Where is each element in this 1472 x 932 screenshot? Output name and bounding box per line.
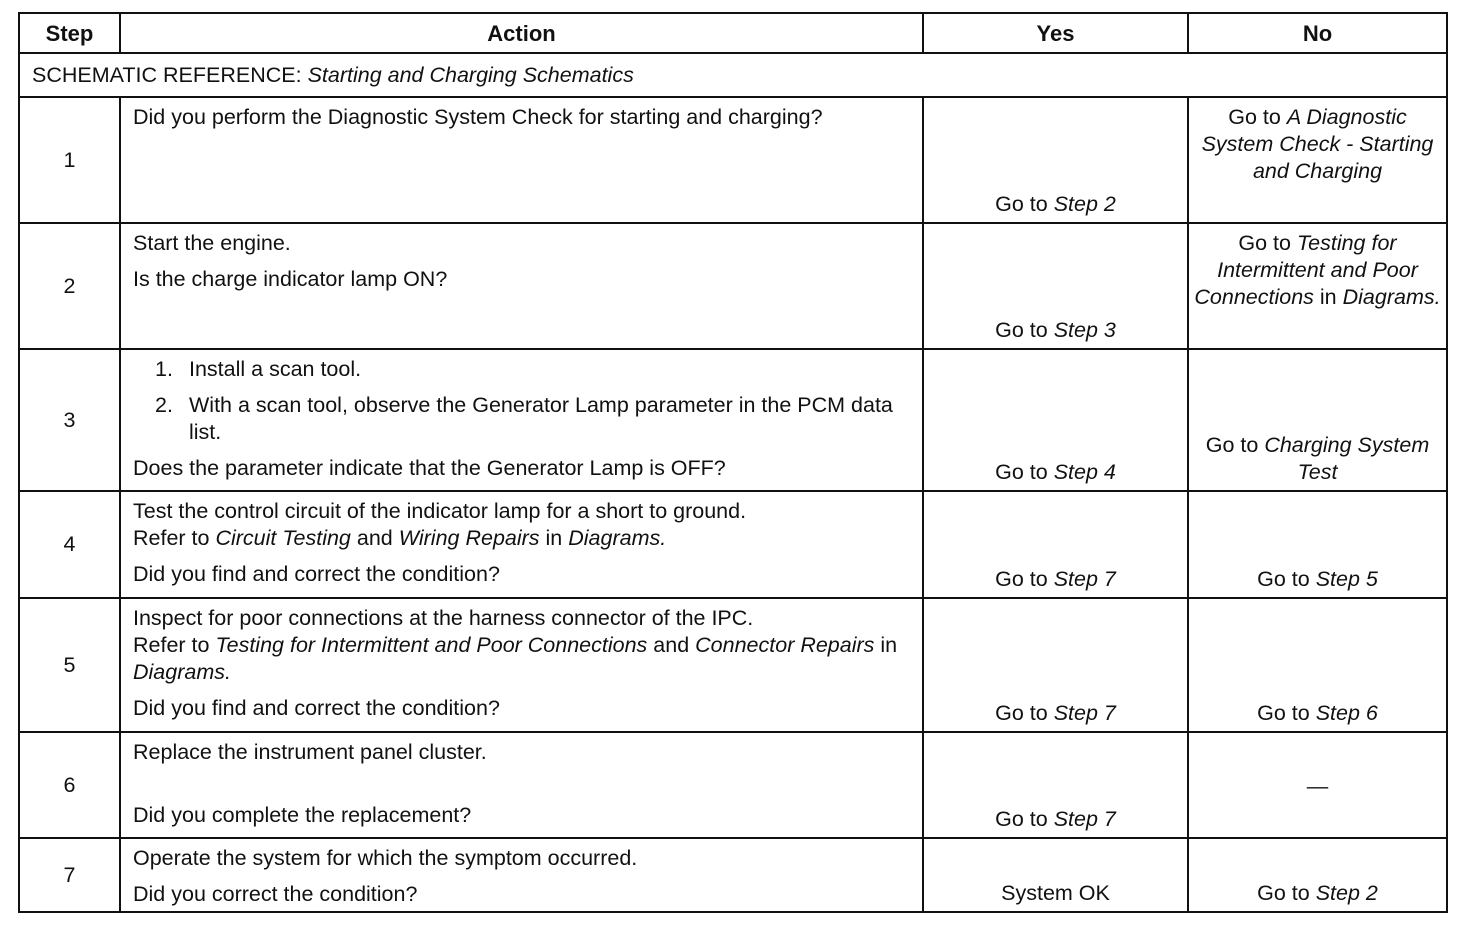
action-text: Test the control circuit of the indicator lamp for a short to ground. [133, 499, 747, 523]
go-to-label: Go to [1238, 231, 1291, 255]
step-number: 3 [19, 349, 120, 491]
yes-link: Step 2 [1053, 192, 1116, 216]
not-applicable-dash: — [1306, 773, 1329, 798]
no-cell [1188, 838, 1447, 912]
no-link: Testing for Intermittent and Poor Connections [1194, 231, 1418, 309]
refer-to-label: Refer to [133, 526, 210, 550]
go-to-label: Go to [1257, 881, 1310, 905]
action-text: Operate the system for which the symptom occurred. [133, 846, 638, 870]
reference-link: Connector Repairs [695, 633, 875, 657]
step-number: 7 [19, 838, 120, 912]
list-item [155, 392, 910, 446]
table-row [19, 838, 1447, 912]
table-row [19, 491, 1447, 598]
table-row [19, 223, 1447, 349]
yes-link: Step 7 [1053, 567, 1116, 591]
no-cell [1188, 97, 1447, 223]
go-to-label: Go to [1228, 105, 1281, 129]
yes-link: Step 3 [1053, 318, 1116, 342]
action-cell [120, 223, 923, 349]
action-cell [120, 491, 923, 598]
action-text: Replace the instrument panel cluster. [133, 740, 487, 764]
step-number: 6 [19, 732, 120, 838]
action-cell [120, 838, 923, 912]
list-number: 1. [155, 357, 173, 381]
yes-cell [923, 732, 1188, 838]
no-link: A Diagnostic System Check - Starting and Charging [1201, 105, 1434, 183]
yes-link: Step 7 [1053, 701, 1116, 725]
procedure-list [133, 356, 910, 446]
go-to-label: Go to [1205, 433, 1259, 457]
go-to-label: Go to [995, 567, 1048, 591]
action-question: Does the parameter indicate that the Generator Lamp is OFF? [133, 456, 726, 480]
refer-to-label: Refer to [133, 633, 210, 657]
no-cell [1188, 598, 1447, 732]
step-number: 1 [19, 97, 120, 223]
diagnostic-table [18, 12, 1448, 913]
schematic-reference-row [19, 53, 1447, 97]
list-text: With a scan tool, observe the Generator Lamp parameter in the PCM data list. [189, 393, 893, 444]
action-reference [133, 525, 910, 552]
go-to-label: Go to [995, 807, 1048, 831]
go-to-label: Go to [995, 318, 1048, 342]
yes-link: Step 4 [1053, 460, 1116, 484]
in-label: in [880, 633, 898, 657]
action-cell [120, 349, 923, 491]
go-to-label: Go to [995, 460, 1048, 484]
header-action: Action [120, 13, 923, 53]
step-number: 5 [19, 598, 120, 732]
yes-cell [923, 838, 1188, 912]
table-row [19, 598, 1447, 732]
action-reference [133, 632, 910, 686]
no-cell [1188, 223, 1447, 349]
reference-link: Diagrams. [133, 660, 231, 684]
action-text: Did you perform the Diagnostic System Check for starting and charging? [133, 105, 823, 129]
go-to-label: Go to [995, 192, 1048, 216]
no-link: Charging System Test [1264, 433, 1430, 484]
go-to-label: Go to [1257, 567, 1310, 591]
yes-cell [923, 97, 1188, 223]
header-no: No [1188, 13, 1447, 53]
in-label: in [1319, 285, 1337, 309]
step-number: 2 [19, 223, 120, 349]
action-text: Start the engine. [133, 231, 291, 255]
reference-link: Testing for Intermittent and Poor Connections [215, 633, 648, 657]
yes-cell [923, 223, 1188, 349]
action-cell [120, 97, 923, 223]
and-label: and [356, 526, 393, 550]
schematic-link: Starting and Charging Schematics [307, 62, 634, 87]
list-text: Install a scan tool. [189, 357, 362, 381]
go-to-label: Go to [1257, 701, 1310, 725]
schematic-reference [19, 53, 1447, 97]
yes-link: Step 7 [1053, 807, 1116, 831]
header-step: Step [19, 13, 120, 53]
no-cell [1188, 349, 1447, 491]
yes-cell [923, 491, 1188, 598]
no-cell [1188, 491, 1447, 598]
no-link: Step 6 [1315, 701, 1378, 725]
list-item [155, 356, 910, 383]
no-link: Step 2 [1315, 881, 1378, 905]
no-link-2: Diagrams. [1342, 285, 1441, 309]
table-row [19, 97, 1447, 223]
yes-result: System OK [1001, 881, 1110, 905]
and-label: and [653, 633, 690, 657]
list-number: 2. [155, 393, 173, 417]
no-cell [1188, 732, 1447, 838]
no-link: Step 5 [1315, 567, 1378, 591]
in-label: in [545, 526, 563, 550]
reference-link: Circuit Testing [215, 526, 351, 550]
action-question: Did you find and correct the condition? [133, 562, 500, 586]
header-row [19, 13, 1447, 53]
action-cell [120, 732, 923, 838]
action-question: Did you complete the replacement? [133, 803, 472, 827]
yes-cell [923, 598, 1188, 732]
action-text: Inspect for poor connections at the harness connector of the IPC. [133, 606, 754, 630]
step-number: 4 [19, 491, 120, 598]
yes-cell [923, 349, 1188, 491]
action-question: Is the charge indicator lamp ON? [133, 267, 448, 291]
schematic-label: SCHEMATIC REFERENCE: [32, 62, 302, 87]
action-question: Did you correct the condition? [133, 882, 418, 906]
reference-link: Wiring Repairs [398, 526, 540, 550]
action-question: Did you find and correct the condition? [133, 696, 500, 720]
action-cell [120, 598, 923, 732]
header-yes: Yes [923, 13, 1188, 53]
table-row [19, 732, 1447, 838]
go-to-label: Go to [995, 701, 1048, 725]
reference-link: Diagrams. [568, 526, 667, 550]
table-row [19, 349, 1447, 491]
